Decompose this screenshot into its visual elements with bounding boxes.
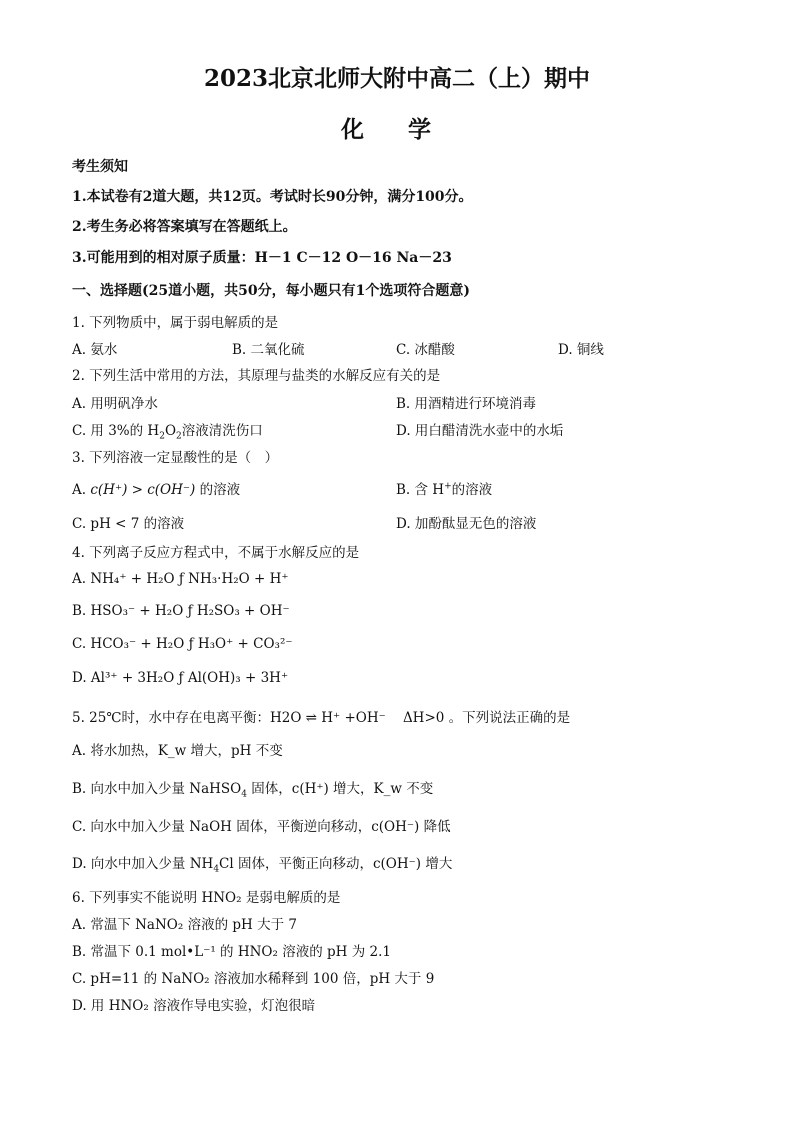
q3b-post: 的溶液: [451, 482, 493, 498]
section-heading: 一、选择题(25道小题，共50分，每小题只有1个选项符合题意): [72, 283, 470, 299]
q2c-pre: C. 用 3%的 H: [72, 423, 160, 439]
question-1-option-b: B. 二氧化硫: [232, 342, 305, 358]
notice-item-1: 1.本试卷有2道大题，共12页。考试时长90分钟，满分100分。: [72, 189, 473, 205]
q2c-post: 溶液清洗伤口: [181, 423, 263, 439]
notice-heading: 考生须知: [72, 159, 128, 175]
question-2-stem: 2. 下列生活中常用的方法，其原理与盐类的水解反应有关的是: [72, 368, 441, 384]
question-6-option-a: A. 常温下 NaNO₂ 溶液的 pH 大于 7: [72, 917, 297, 933]
q2c-mid: O: [164, 423, 177, 439]
page-title: 2023北京北师大附中高二（上）期中: [203, 65, 590, 92]
q5d-pre: D. 向水中加入少量 NH: [72, 856, 214, 872]
question-2-option-b: B. 用酒精进行环境消毒: [396, 396, 537, 412]
question-3-option-c: C. pH < 7 的溶液: [72, 516, 185, 532]
q3a-post: 的溶液: [199, 482, 241, 498]
q3b-pre: B. 含 H: [396, 482, 445, 498]
q5b-sub: 4: [241, 789, 247, 800]
question-2-option-c: [72, 419, 263, 442]
q2c-sub2: 2: [176, 431, 182, 442]
question-5-stem: [72, 706, 570, 726]
question-3-option-a: [72, 478, 240, 498]
subject-title: 化学: [341, 116, 475, 143]
q5-stem-pre: 5. 25℃时，水中存在电离平衡：H: [72, 710, 282, 726]
question-1-option-a: A. 氨水: [72, 342, 118, 358]
q5b-pre: B. 向水中加入少量 NaHSO: [72, 781, 242, 797]
q5-stem-dh: ΔH>0: [402, 710, 445, 726]
q5-stem-post: 。下列说法正确的是: [448, 710, 571, 726]
question-4-option-d: D. Al³⁺ + 3H₂O ƒ Al(OH)₃ + 3H⁺: [72, 670, 289, 686]
question-1-option-d: D. 铜线: [558, 342, 604, 358]
q5d-sub: 4: [213, 864, 220, 875]
question-1-stem: 1. 下列物质中，属于弱电解质的是: [72, 315, 279, 331]
question-3-option-d: D. 加酚酞显无色的溶液: [396, 516, 537, 532]
question-6-option-c: C. pH=11 的 NaNO₂ 溶液加水稀释到 100 倍，pH 大于 9: [72, 971, 435, 987]
question-3-option-b: [396, 478, 492, 498]
q5-stem-eq: 2O ⇌ H⁺ +OH⁻: [281, 710, 386, 726]
question-1-option-c: C. 冰醋酸: [396, 342, 455, 358]
question-4-option-a: A. NH₄⁺ + H₂O ƒ NH₃·H₂O + H⁺: [72, 571, 289, 587]
question-5-option-d: [72, 852, 453, 875]
question-6-option-d: D. 用 HNO₂ 溶液作导电实验，灯泡很暗: [72, 998, 316, 1014]
question-4-option-c: C. HCO₃⁻ + H₂O ƒ H₃O⁺ + CO₃²⁻: [72, 636, 293, 652]
question-6-option-b: B. 常温下 0.1 mol•L⁻¹ 的 HNO₂ 溶液的 pH 为 2.1: [72, 944, 391, 960]
q5d-post: Cl 固体，平衡正向移动，c(OH⁻) 增大: [219, 856, 453, 872]
q3a-pre: A.: [72, 482, 87, 498]
question-3-stem: 3. 下列溶液一定显酸性的是（ ）: [72, 450, 279, 466]
question-6-stem: 6. 下列事实不能说明 HNO₂ 是弱电解质的是: [72, 890, 341, 906]
notice-item-3: 3.可能用到的相对原子质量：H－1 C－12 O－16 Na－23: [72, 250, 452, 266]
q2c-sub1: 2: [159, 431, 165, 442]
question-5-option-b: [72, 777, 434, 800]
question-5-option-a: A. 将水加热，K_w 增大，pH 不变: [72, 743, 283, 759]
question-5-option-c: C. 向水中加入少量 NaOH 固体，平衡逆向移动，c(OH⁻) 降低: [72, 819, 451, 835]
q5b-post: 固体，c(H⁺) 增大，K_w 不变: [246, 781, 434, 797]
notice-item-2: 2.考生务必将答案填写在答题纸上。: [72, 219, 297, 235]
question-2-option-a: A. 用明矾净水: [72, 396, 158, 412]
q3b-sup: +: [444, 481, 452, 492]
question-4-stem: 4. 下列离子反应方程式中，不属于水解反应的是: [72, 545, 360, 561]
question-2-option-d: D. 用白醋清洗水壶中的水垢: [396, 423, 564, 439]
question-4-option-b: B. HSO₃⁻ + H₂O ƒ H₂SO₃ + OH⁻: [72, 603, 290, 619]
q3a-expr: c(H⁺) > c(OH⁻): [90, 482, 196, 498]
